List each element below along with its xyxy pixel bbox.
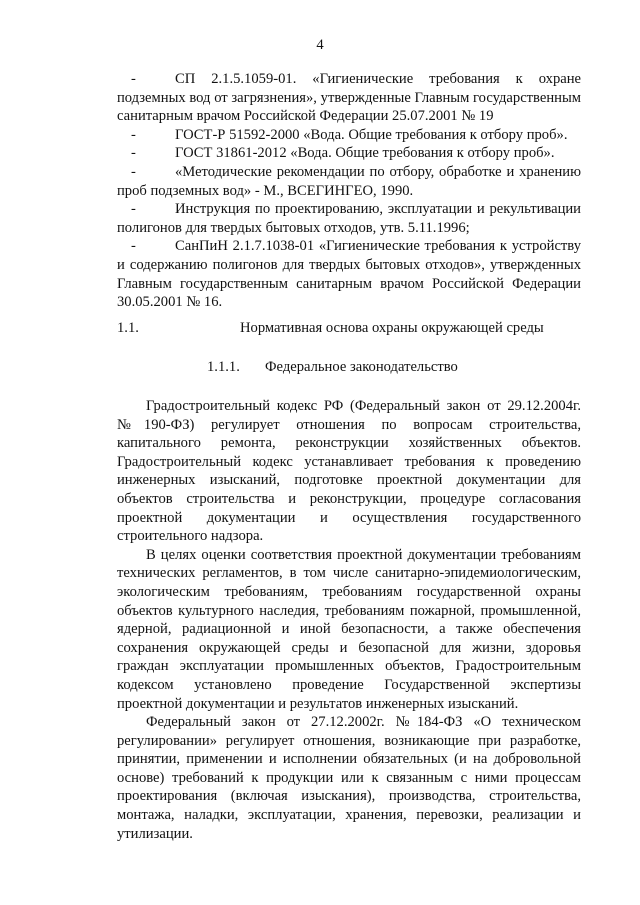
reference-text: «Методические рекомендации по отбору, обработке и хранению проб подземных вод» - М., ВСЕГИНГЕО, 1990.: [117, 163, 581, 199]
reference-list: [117, 70, 581, 312]
list-dash: -: [131, 238, 136, 255]
section-number: 1.1.: [117, 320, 139, 336]
list-dash: -: [131, 201, 136, 218]
list-dash: -: [131, 145, 136, 162]
reference-item: [117, 237, 581, 311]
section-heading: [0, 319, 640, 339]
list-dash: -: [131, 126, 136, 143]
reference-item: [117, 70, 581, 126]
reference-text: ГОСТ-Р 51592-2000 «Вода. Общие требования к отбору проб».: [175, 126, 568, 143]
reference-item: [117, 126, 581, 145]
list-dash: -: [131, 163, 136, 180]
paragraph: Градостроительный кодекс РФ (Федеральный закон от 29.12.2004г. №190-ФЗ) регулирует отношения по вопросам строительства, капитального ремонта, реконструкции хозяйственных объектов. Градостроительный кодекс устанавливает требования к проведению инженерных изысканий, подготовке проектной документации для объектов строительства и реконструкции, процедуре согласования проектной документации и осуществления государственного строительного надзора.: [117, 398, 581, 545]
page-number: 4: [316, 37, 324, 53]
list-dash: -: [131, 71, 136, 87]
body-text: [117, 397, 581, 843]
paragraph: В целях оценки соответствия проектной документации требованиям технических регламентов, в том числе санитарно-эпидемиологическим, экологическим требованиям, требованиям государственной охраны объектов культурного наследия, требованиям пожарной, промышленной, ядерной, радиационной и иной безопасности, а также обеспечения сохранения окружающей среды и безопасной для жизни, здоровья граждан эксплуатации промышленных объектов, Градостроительным кодексом установлено проведение Государственной экспертизы проектной документации и результатов инженерных изысканий.: [117, 546, 581, 712]
reference-text: ГОСТ 31861-2012 «Вода. Общие требования к отбору проб».: [175, 145, 555, 162]
reference-item: [117, 144, 581, 163]
section-title: Нормативная основа охраны окружающей среды: [240, 320, 544, 336]
subsection-heading: [0, 358, 640, 378]
subsection-title: Федеральное законодательство: [265, 359, 458, 375]
reference-text: СанПиН 2.1.7.1038-01 «Гигиенические требования к устройству и содержанию полигонов для твердых бытовых отходов», утвержденных Главным государственным санитарным врачом Российской Федерации 30.05.2001 № 16.: [117, 238, 581, 311]
reference-text: Инструкция по проектированию, эксплуатации и рекультивации полигонов для твердых бытовых отходов, утв. 5.11.1996;: [117, 201, 581, 236]
reference-item: [117, 163, 581, 200]
reference-item: [117, 200, 581, 237]
paragraph: Федеральный закон от 27.12.2002г. №184-ФЗ «О техническом регулировании» регулирует отношения, возникающие при разработке, принятии, применении и исполнении обязательных (и на добровольной основе) требований к продукции или к связанным с ними процессам проектирования (включая изыскания), производства, строительства, монтажа, наладки, эксплуатации, хранения, перевозки, реализации и утилизации.: [117, 714, 581, 842]
subsection-number: 1.1.1.: [207, 359, 240, 375]
reference-text: СП 2.1.5.1059-01. «Гигиенические требования к охране подземных вод от загрязнения», утвержденные Главным государственным санитарным врачом Российской Федерации 25.07.2001 № 19: [117, 71, 581, 125]
